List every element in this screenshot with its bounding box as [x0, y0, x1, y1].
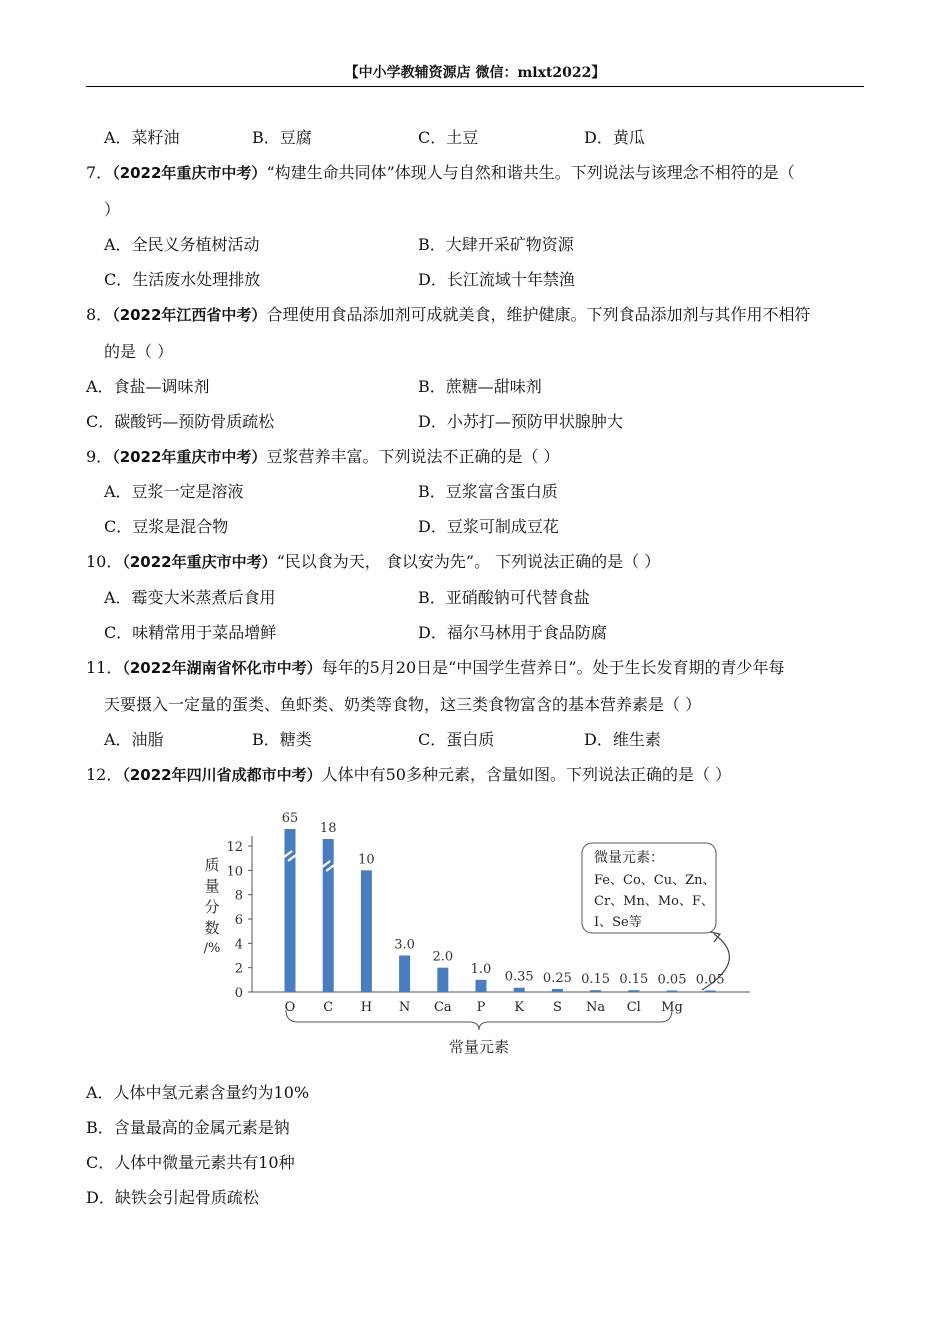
bar-Ca — [437, 968, 448, 992]
x-tick-label: Ca — [433, 1000, 452, 1015]
question-text: 人体中有50多种元素，含量如图。下列说法正确的是（ ） — [321, 765, 732, 784]
q9-option-b: B．豆浆富含蛋白质 — [418, 482, 558, 501]
page-header: 【中小学教辅资源店 微信：mlxt2022】 — [86, 62, 864, 87]
q8-option-b: B．蔗糖—甜味剂 — [418, 377, 542, 396]
major-elements-brace — [286, 1010, 672, 1056]
q8-option-c: C．碳酸钙—预防骨质疏松 — [86, 412, 275, 431]
q7-option-c: C．生活废水处理排放 — [104, 270, 261, 289]
data-label: 0.25 — [542, 970, 572, 986]
bar-Na — [590, 990, 601, 992]
question-8-stem-cont: 的是（ ） — [104, 342, 174, 361]
data-label: 10 — [358, 852, 375, 868]
data-label: 1.0 — [470, 961, 492, 977]
x-tick-label: O — [284, 1000, 296, 1015]
data-label: 18 — [319, 821, 337, 836]
q8-option-a: A．食盐—调味剂 — [86, 377, 210, 396]
callout-title: 微量元素： — [594, 850, 664, 866]
data-label: 2.0 — [432, 949, 454, 965]
x-tick-label: C — [323, 1000, 334, 1015]
q7-option-d: D．长江流域十年禁渔 — [418, 270, 575, 289]
y-tick-label: 2 — [234, 961, 243, 977]
q9-option-c: C．豆浆是混合物 — [104, 517, 229, 536]
question-number: 8． — [86, 305, 113, 324]
bar-other — [705, 991, 716, 993]
y-tick-label: 12 — [226, 840, 243, 855]
y-axis-label — [204, 856, 221, 956]
y-tick-label: 8 — [234, 888, 243, 904]
x-tick-label: S — [552, 1000, 562, 1015]
question-7-stem — [86, 163, 795, 183]
x-tick-label: Mg — [661, 1000, 683, 1015]
brace-label: 常量元素 — [448, 1038, 510, 1056]
x-tick-label: K — [514, 1000, 525, 1015]
question-source: （2022年江西省中考） — [112, 306, 267, 324]
q12-option-b: B．含量最高的金属元素是钠 — [86, 1118, 290, 1137]
question-12-stem — [86, 765, 731, 785]
y-tick-label: 0 — [234, 986, 243, 1001]
x-tick-label: Na — [586, 1000, 606, 1015]
bar-Mg — [667, 991, 678, 993]
question-number: 12． — [86, 765, 123, 784]
q12-option-d: D．缺铁会引起骨质疏松 — [86, 1188, 259, 1207]
y-axis-ticks — [226, 840, 252, 1001]
x-tick-label: Cl — [626, 1000, 641, 1015]
q6-option-c: C．土豆 — [418, 128, 479, 147]
question-11-stem-cont: 天要摄入一定量的蛋类、鱼虾类、奶类等食物，这三类食物富含的基本营养素是（ ） — [104, 695, 702, 714]
data-label: 0.35 — [504, 969, 534, 985]
q10-option-b: B．亚硝酸钠可代替食盐 — [418, 588, 590, 607]
question-text: 豆浆营养丰富。下列说法不正确的是（ ） — [266, 447, 560, 466]
question-number: 11． — [86, 658, 123, 677]
q11-option-a: A．油脂 — [104, 730, 164, 749]
data-label: 65 — [281, 811, 299, 826]
q6-option-b: B．豆腐 — [252, 128, 312, 147]
y-axis-label-char: 质 — [204, 856, 220, 874]
callout-line: Fe、Co、Cu、Zn、 — [594, 873, 716, 888]
q9-option-a: A．豆浆一定是溶液 — [104, 482, 244, 501]
question-number: 10． — [86, 552, 123, 571]
y-tick-label: 4 — [234, 937, 243, 953]
question-source: （2022年重庆市中考） — [122, 553, 277, 571]
q10-option-d: D．福尔马林用于食品防腐 — [418, 623, 607, 642]
x-tick-label: P — [476, 1000, 486, 1015]
question-text: “民以食为天， 食以安为先”。 下列说法正确的是（ ） — [276, 552, 661, 571]
y-axis-label-char: 量 — [204, 877, 220, 895]
question-8-stem — [86, 305, 810, 325]
q12-option-c: C．人体中微量元素共有10种 — [86, 1153, 295, 1172]
x-tick-label: H — [360, 1000, 373, 1015]
callout-line: Cr、Mn、Mo、F、 — [594, 894, 715, 909]
bar-P — [476, 980, 487, 992]
bar-N — [399, 956, 410, 993]
question-10-stem — [86, 552, 660, 572]
q7-option-a: A．全民义务植树活动 — [104, 235, 260, 254]
question-text: 每年的5月20日是“中国学生营养日”。处于生长发育期的青少年每 — [321, 658, 785, 677]
q11-option-c: C．蛋白质 — [418, 730, 495, 749]
question-source: （2022年重庆市中考） — [112, 448, 267, 466]
data-label: 0.05 — [657, 972, 687, 988]
q8-option-d: D．小苏打—预防甲状腺肿大 — [418, 412, 623, 431]
data-label: 0.15 — [619, 972, 649, 988]
callout-line: I、Se等 — [594, 915, 642, 930]
q12-option-a: A．人体中氢元素含量约为10% — [86, 1083, 310, 1102]
question-9-stem — [86, 447, 560, 467]
trace-elements-callout — [582, 843, 729, 990]
q10-option-a: A．霉变大米蒸煮后食用 — [104, 588, 276, 607]
q6-option-a: A．菜籽油 — [104, 128, 180, 147]
bar-S — [552, 989, 563, 992]
question-source: （2022年重庆市中考） — [112, 164, 267, 182]
bar-Cl — [628, 990, 639, 992]
bar-K — [514, 988, 525, 992]
y-axis-label-unit: /% — [203, 941, 221, 956]
question-7-stem-cont: ） — [104, 200, 121, 219]
data-label: 3.0 — [394, 937, 415, 953]
element-content-chart — [190, 800, 770, 1070]
y-tick-label: 6 — [234, 913, 243, 928]
question-number: 7． — [86, 163, 113, 182]
q9-option-d: D．豆浆可制成豆花 — [418, 517, 559, 536]
data-label: 0.05 — [695, 972, 725, 988]
q11-option-d: D．维生素 — [584, 730, 661, 749]
y-axis-label-char: 数 — [204, 919, 220, 937]
q7-option-b: B．大肆开采矿物资源 — [418, 235, 574, 254]
question-source: （2022年湖南省怀化市中考） — [122, 659, 322, 677]
y-axis-label-char: 分 — [204, 898, 220, 916]
y-tick-label: 10 — [226, 864, 243, 880]
question-11-stem — [86, 658, 785, 678]
question-number: 9． — [86, 447, 113, 466]
data-label: 0.15 — [581, 972, 611, 988]
q11-option-b: B．糖类 — [252, 730, 312, 749]
question-text: “构建生命共同体”体现人与自然和谐共生。下列说法与该理念不相符的是（ — [266, 163, 795, 182]
x-tick-label: N — [398, 1000, 411, 1015]
bar-H — [361, 870, 372, 992]
q10-option-c: C．味精常用于菜品增鲜 — [104, 623, 277, 642]
q6-option-d: D．黄瓜 — [584, 128, 645, 147]
question-source: （2022年四川省成都市中考） — [122, 766, 322, 784]
question-text: 合理使用食品添加剂可成就美食，维护健康。下列食品添加剂与其作用不相符 — [266, 305, 811, 324]
